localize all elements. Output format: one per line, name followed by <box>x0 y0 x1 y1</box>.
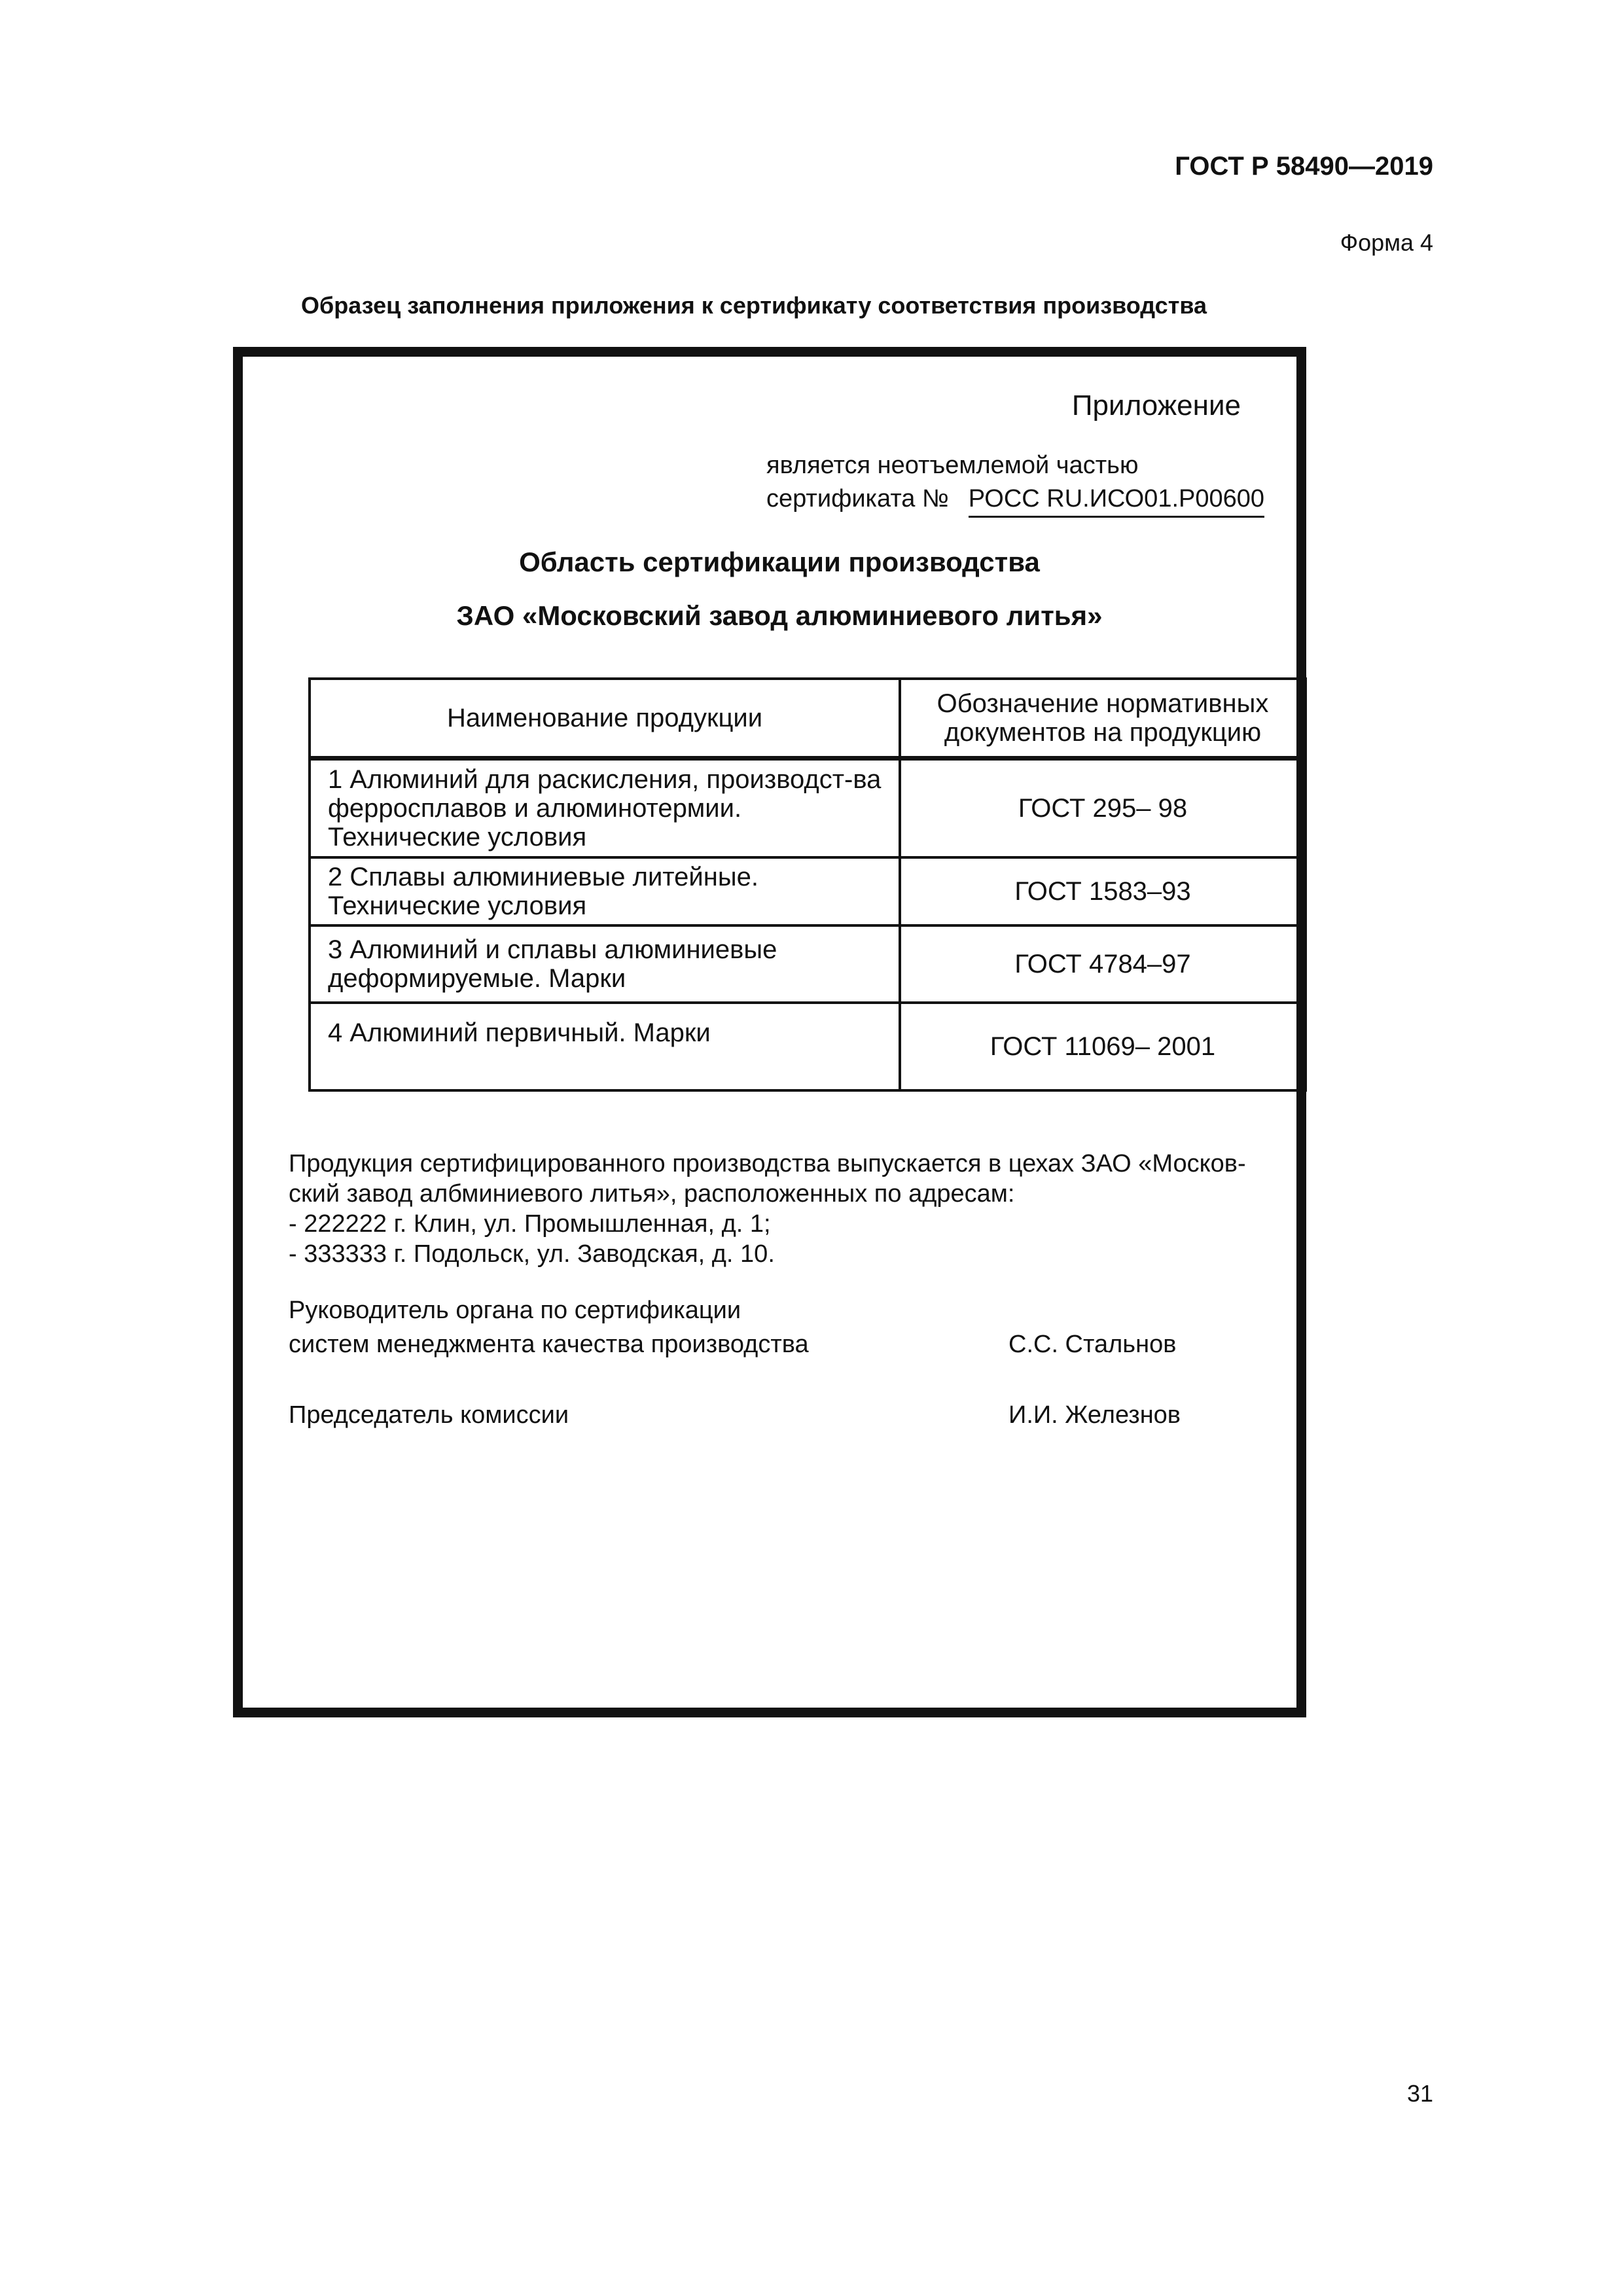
product-name-cell: 1 Алюминий для раскисления, производст-ва ферросплавов и алюминотермии. Технические условия <box>310 759 900 858</box>
scope-title: Область сертификации производства <box>519 547 1040 577</box>
company-name: ЗАО «Московский завод алюминиевого литья» <box>456 600 1103 631</box>
product-name-cell: 2 Сплавы алюминиевые литейные. Технические условия <box>310 857 900 925</box>
certificate-label: сертификата № <box>766 485 949 512</box>
production-paragraph <box>289 1149 1270 1269</box>
form-label: Форма 4 <box>1340 229 1433 256</box>
appendix-frame <box>233 347 1306 1717</box>
certificate-number: РОСС RU.ИСО01.Р00600 <box>969 485 1264 518</box>
product-name-cell: 3 Алюминий и сплавы алюминиевые деформируемые. Марки <box>310 925 900 1003</box>
appendix-title: Приложение <box>1071 389 1241 422</box>
document-cell: ГОСТ 11069– 2001 <box>900 1003 1306 1090</box>
document-code: ГОСТ Р 58490—2019 <box>1175 152 1433 181</box>
table-row <box>310 759 1306 858</box>
table-row <box>310 857 1306 925</box>
chair-name: И.И. Железнов <box>1008 1401 1181 1429</box>
head-name: С.С. Стальнов <box>1008 1331 1177 1358</box>
page-number: 31 <box>1406 2080 1433 2107</box>
chair-title: Председатель комиссии <box>289 1401 569 1429</box>
column-header-documents: Обозначение нормативных документов на продукцию <box>900 679 1306 759</box>
address-line: - 333333 г. Подольск, ул. Заводская, д. 10. <box>289 1240 775 1268</box>
document-cell: ГОСТ 4784–97 <box>900 925 1306 1003</box>
form-caption: Образец заполнения приложения к сертификату соответствия производства <box>301 292 1207 319</box>
document-cell: ГОСТ 295– 98 <box>900 759 1306 858</box>
table-row <box>310 1003 1306 1090</box>
products-table <box>308 677 1307 1092</box>
appendix-subtitle-line1: является неотъемлемой частью <box>766 452 1139 479</box>
product-name-cell: 4 Алюминий первичный. Марки <box>310 1003 900 1090</box>
head-title-line2: систем менеджмента качества производства <box>289 1331 809 1358</box>
table-row <box>310 925 1306 1003</box>
table-header-row <box>310 679 1306 759</box>
appendix-subtitle-line2 <box>766 485 1264 518</box>
address-line: - 222222 г. Клин, ул. Промышленная, д. 1; <box>289 1210 771 1238</box>
document-cell: ГОСТ 1583–93 <box>900 857 1306 925</box>
head-title-line1: Руководитель органа по сертификации <box>289 1297 741 1324</box>
column-header-product: Наименование продукции <box>310 679 900 759</box>
production-text: Продукция сертифицированного производства выпускается в цехах ЗАО «Москов-ский завод албминиевого литья», расположенных по адресам: <box>289 1150 1246 1208</box>
